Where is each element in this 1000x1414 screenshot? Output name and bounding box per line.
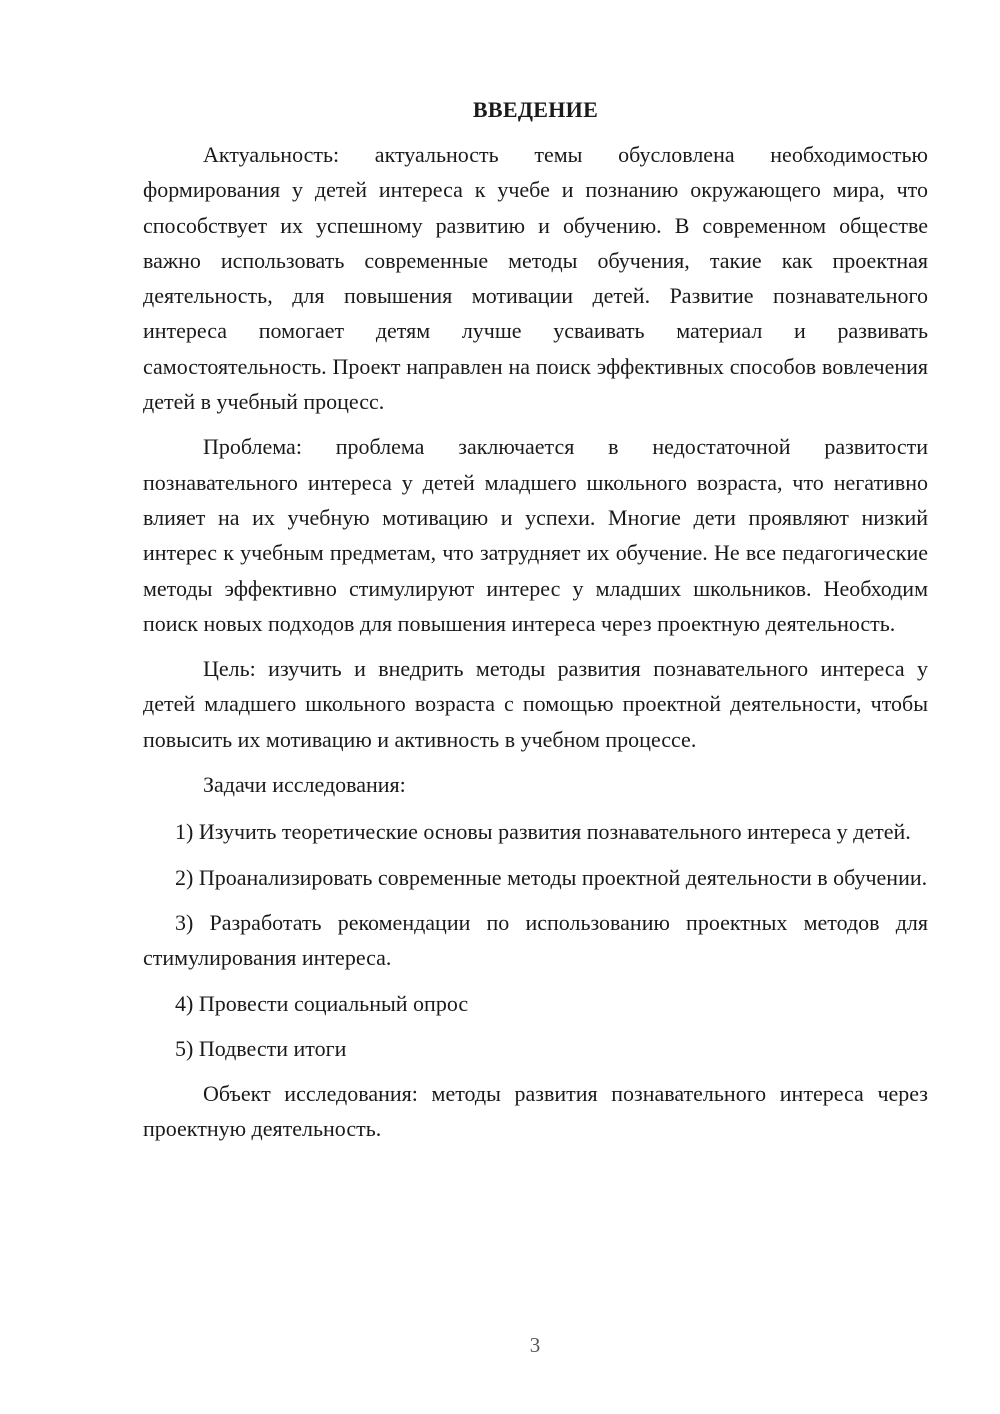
problem-paragraph: Проблема: проблема заключается в недостаточной развитости познавательного интереса у детей младшего школьного возраста, что негативно влияет на их учебную мотивацию и успехи. Многие дети проявляют низкий интерес к учебным предметам, что затрудняет их обучение. Не все педагогические методы эффективно стимулируют интерес у младших школьников. Необходим поиск новых подходов для повышения интереса через проектную деятельность.	[143, 434, 928, 636]
task-item-3: 3) Разработать рекомендации по использованию проектных методов для стимулирования интереса.	[143, 909, 928, 971]
task-item-5: 5) Подвести итоги	[175, 1035, 347, 1061]
tasks-heading: Задачи исследования:	[203, 772, 406, 798]
document-page	[143, 95, 928, 1157]
page-number: 3	[529, 1333, 541, 1357]
relevance-paragraph: Актуальность: актуальность темы обусловлена необходимостью формирования у детей интереса к учебе и познанию окружающего мира, что способствует их успешному развитию и обучению. В современном обществе важно использовать современные методы обучения, такие как проектная деятельность, для повышения мотивации детей. Развитие познавательного интереса помогает детям лучше усваивать материал и развивать самостоятельность. Проект направлен на поиск эффективных способов вовлечения детей в учебный процесс.	[143, 142, 928, 415]
research-object-paragraph: Объект исследования: методы развития познавательного интереса через проектную деятельность.	[143, 1081, 928, 1142]
goal-paragraph: Цель: изучить и внедрить методы развития познавательного интереса у детей младшего школьного возраста с помощью проектной деятельности, чтобы повысить их мотивацию и активность в учебном процессе.	[143, 656, 928, 752]
task-item-1: 1) Изучить теоретические основы развития познавательного интереса у детей.	[175, 819, 911, 845]
task-item-4: 4) Провести социальный опрос	[175, 990, 469, 1016]
page-title: ВВЕДЕНИЕ	[472, 97, 599, 122]
task-item-2: 2) Проанализировать современные методы проектной деятельности в обучении.	[175, 864, 928, 890]
